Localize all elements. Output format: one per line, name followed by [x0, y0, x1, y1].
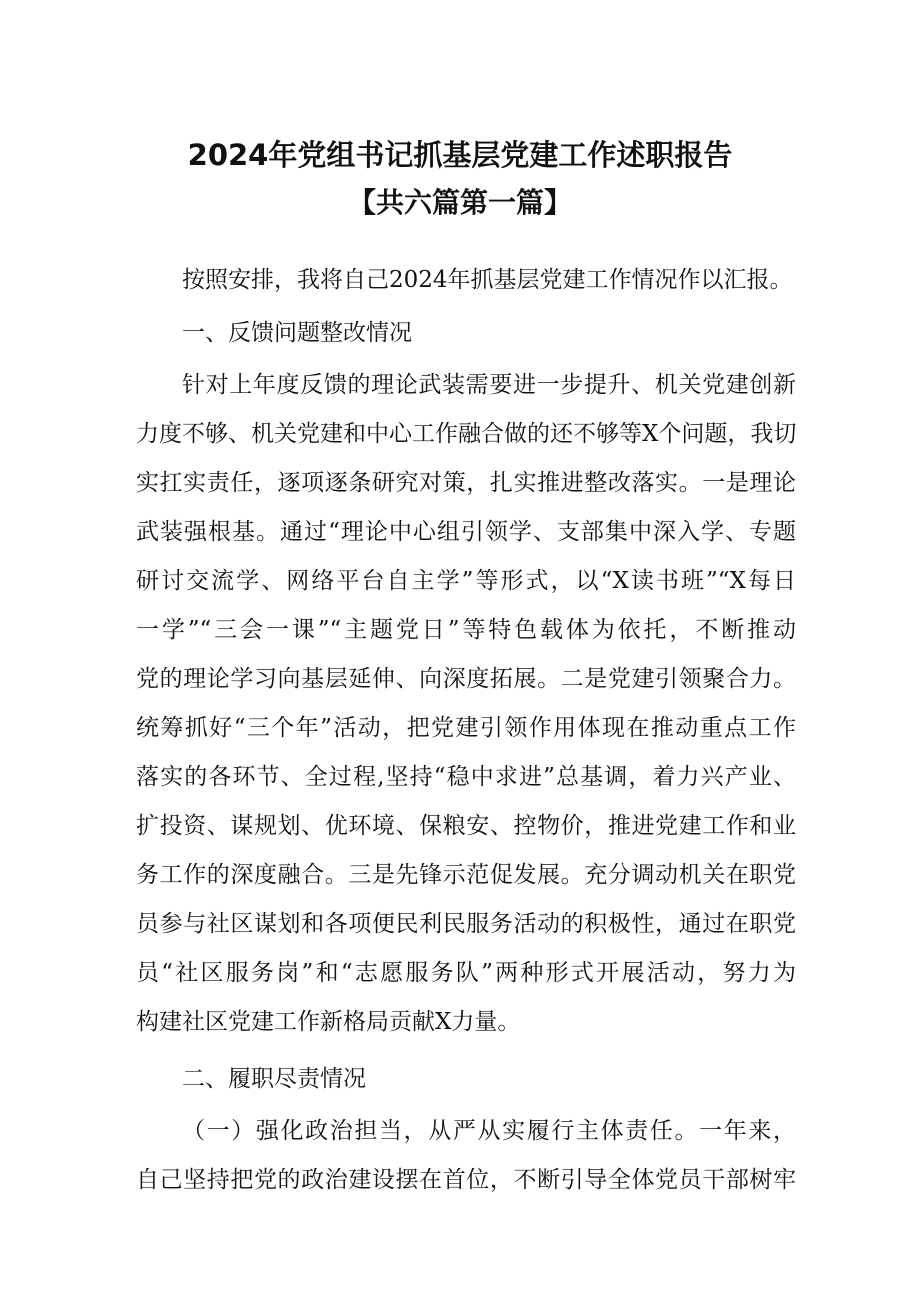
paragraph-line: 构建社区党建工作新格局贡献X力量。	[136, 1009, 521, 1035]
paragraph-line: 研讨交流学、网络平台自主学”等形式，以“X读书班”“X每日	[136, 568, 796, 594]
document-title: 2024年党组书记抓基层党建工作述职报告	[187, 138, 733, 172]
paragraph-line: 针对上年度反馈的理论武装需要进一步提升、机关党建创新	[182, 372, 796, 398]
section-heading: 一、反馈问题整改情况	[182, 320, 412, 346]
paragraph-line: 力度不够、机关党建和中心工作融合做的还不够等X个问题，我切	[136, 421, 797, 447]
paragraph-line: 按照安排，我将自己2024年抓基层党建工作情况作以汇报。	[182, 267, 793, 293]
paragraph-line: 自己坚持把党的政治建设摆在首位，不断引导全体党员干部树牢	[136, 1167, 796, 1193]
paragraph-line: 落实的各环节、全过程,坚持“稳中求进”总基调，着力兴产业、	[136, 764, 796, 790]
document-subtitle: 【共六篇第一篇】	[347, 186, 572, 219]
paragraph-line: 务工作的深度融合。三是先锋示范促发展。充分调动机关在职党	[136, 862, 796, 888]
paragraph-line: 扩投资、谋规划、优环境、保粮安、控物价，推进党建工作和业	[136, 813, 796, 839]
paragraph-line: 党的理论学习向基层延伸、向深度拓展。二是党建引领聚合力。	[136, 666, 796, 692]
paragraph-line: （一）强化政治担当，从严从实履行主体责任。一年来，	[182, 1118, 796, 1144]
paragraph-line: 员参与社区谋划和各项便民利民服务活动的积极性，通过在职党	[136, 911, 796, 937]
section-heading: 二、履职尽责情况	[182, 1066, 366, 1092]
paragraph-line: 实扛实责任，逐项逐条研究对策，扎实推进整改落实。一是理论	[136, 470, 796, 496]
paragraph-line: 员“社区服务岗”和“志愿服务队”两种形式开展活动，努力为	[136, 960, 796, 986]
paragraph-line: 统筹抓好“三个年”活动，把党建引领作用体现在推动重点工作	[136, 715, 796, 741]
paragraph-line: 武装强根基。通过“理论中心组引领学、支部集中深入学、专题	[136, 519, 796, 545]
paragraph-line: 一学”“三会一课”“主题党日”等特色载体为依托，不断推动	[136, 617, 796, 643]
